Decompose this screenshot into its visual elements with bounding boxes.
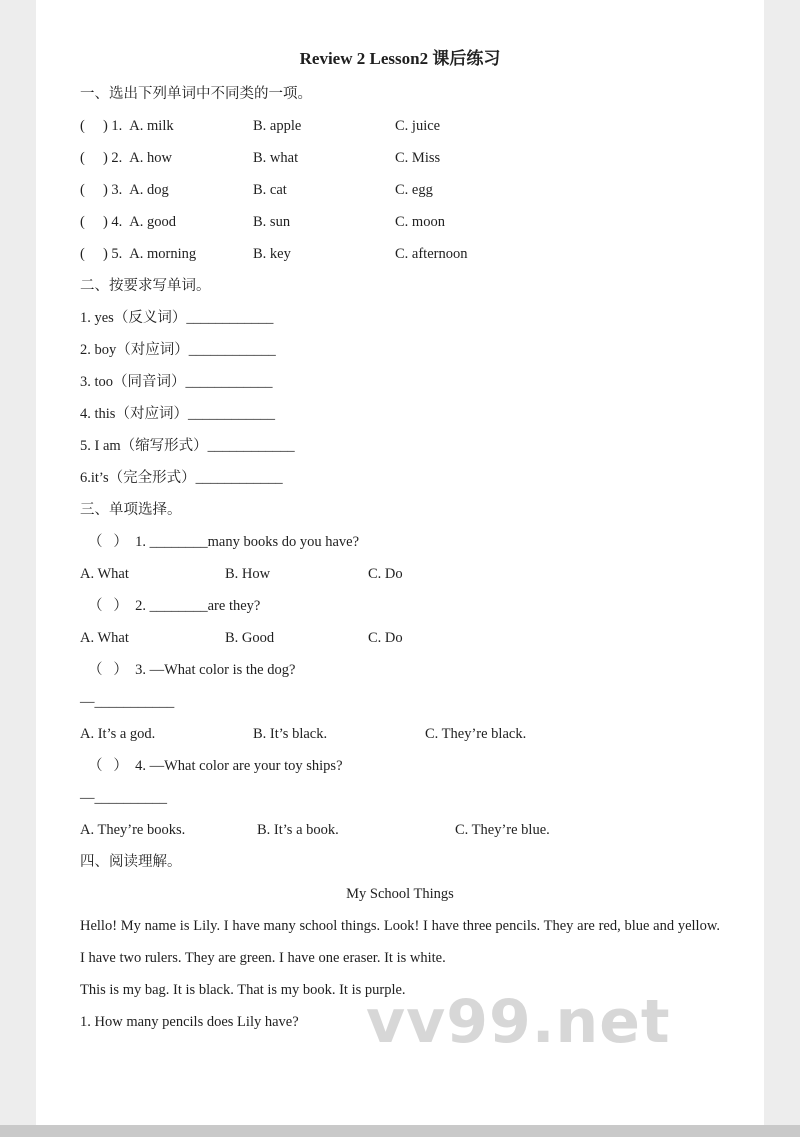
choice-row xyxy=(80,206,720,238)
section-2-heading: 二、按要求写单词。 xyxy=(80,278,211,294)
option-c: C. egg xyxy=(395,182,433,198)
option-a: A. how xyxy=(129,150,172,166)
option-c: C. Do xyxy=(368,566,403,582)
answer-parens: ( ) 2. xyxy=(80,150,123,166)
option-b: B. cat xyxy=(253,182,287,198)
option-b: B. Good xyxy=(225,630,275,646)
mc-question-4: （ ） 4. —What color are your toy ships? xyxy=(88,758,343,774)
worksheet-content xyxy=(36,0,764,1038)
choice-row xyxy=(80,174,720,206)
passage-title: My School Things xyxy=(346,886,454,902)
write-word-item: 4. this（对应词）____________ xyxy=(80,406,275,422)
watermark-text: vv99.net xyxy=(366,987,671,1057)
choice-row xyxy=(80,110,720,142)
option-a: A. What xyxy=(80,566,129,582)
section-3-heading: 三、单项选择。 xyxy=(80,502,182,518)
passage-paragraph-1: Hello! My name is Lily. I have many school things. Look! I have three pencils. They are red, blue and yellow. I have two rulers. They are green. I have one eraser. It is white. xyxy=(80,918,720,966)
write-word-item: 1. yes（反义词）____________ xyxy=(80,310,274,326)
section-1-heading: 一、选出下列单词中不同类的一项。 xyxy=(80,86,312,102)
mc-options-3 xyxy=(80,718,720,750)
worksheet-title: Review 2 Lesson2 课后练习 xyxy=(299,49,501,68)
option-a: A. morning xyxy=(129,246,197,262)
write-word-item: 3. too（同音词）____________ xyxy=(80,374,273,390)
choice-num-and-option-a xyxy=(80,142,253,174)
option-b: B. apple xyxy=(253,118,302,134)
mc-question-3: （ ） 3. —What color is the dog? xyxy=(88,662,296,678)
passage-paragraph-2: This is my bag. It is black. That is my book. It is purple. xyxy=(80,982,406,998)
mc-question-2: （ ） 2. ________are they? xyxy=(88,598,261,614)
option-c: C. juice xyxy=(395,118,441,134)
option-b: B. sun xyxy=(253,214,291,230)
write-word-item: 2. boy（对应词）____________ xyxy=(80,342,276,358)
answer-blank-line-4: —__________ xyxy=(80,790,167,806)
mc-options-4 xyxy=(80,814,720,846)
choice-num-and-option-a xyxy=(80,110,253,142)
write-word-item: 6.it’s（完全形式）____________ xyxy=(80,470,283,486)
viewer-bottom-band xyxy=(0,1125,800,1137)
answer-parens: ( ) 4. xyxy=(80,214,123,230)
option-a: A. dog xyxy=(129,182,169,198)
reading-question-1: 1. How many pencils does Lily have? xyxy=(80,1014,299,1030)
option-b: B. It’s a book. xyxy=(257,822,339,838)
choice-row xyxy=(80,238,720,270)
option-a: A. good xyxy=(129,214,177,230)
mc-question-1: （ ） 1. ________many books do you have? xyxy=(88,534,360,550)
option-a: A. They’re books. xyxy=(80,822,186,838)
option-c: C. moon xyxy=(395,214,445,230)
mc-options-1 xyxy=(80,558,720,590)
option-a: A. milk xyxy=(129,118,174,134)
option-c: C. Do xyxy=(368,630,403,646)
answer-parens: ( ) 5. xyxy=(80,246,123,262)
worksheet-page xyxy=(36,0,764,1125)
option-c: C. Miss xyxy=(395,150,441,166)
choice-num-and-option-a xyxy=(80,238,253,270)
answer-blank-line-3: —___________ xyxy=(80,694,175,710)
mc-options-2 xyxy=(80,622,720,654)
option-c: C. afternoon xyxy=(395,246,468,262)
choice-row xyxy=(80,142,720,174)
option-b: B. what xyxy=(253,150,299,166)
option-b: B. It’s black. xyxy=(253,726,328,742)
choice-num-and-option-a xyxy=(80,174,253,206)
option-a: A. What xyxy=(80,630,129,646)
option-b: B. key xyxy=(253,246,291,262)
choice-num-and-option-a xyxy=(80,206,253,238)
option-c: C. They’re black. xyxy=(425,726,527,742)
option-c: C. They’re blue. xyxy=(455,822,550,838)
option-a: A. It’s a god. xyxy=(80,726,156,742)
section-4-heading: 四、阅读理解。 xyxy=(80,854,182,870)
answer-parens: ( ) 1. xyxy=(80,118,123,134)
option-b: B. How xyxy=(225,566,271,582)
answer-parens: ( ) 3. xyxy=(80,182,123,198)
write-word-item: 5. I am（缩写形式）____________ xyxy=(80,438,295,454)
